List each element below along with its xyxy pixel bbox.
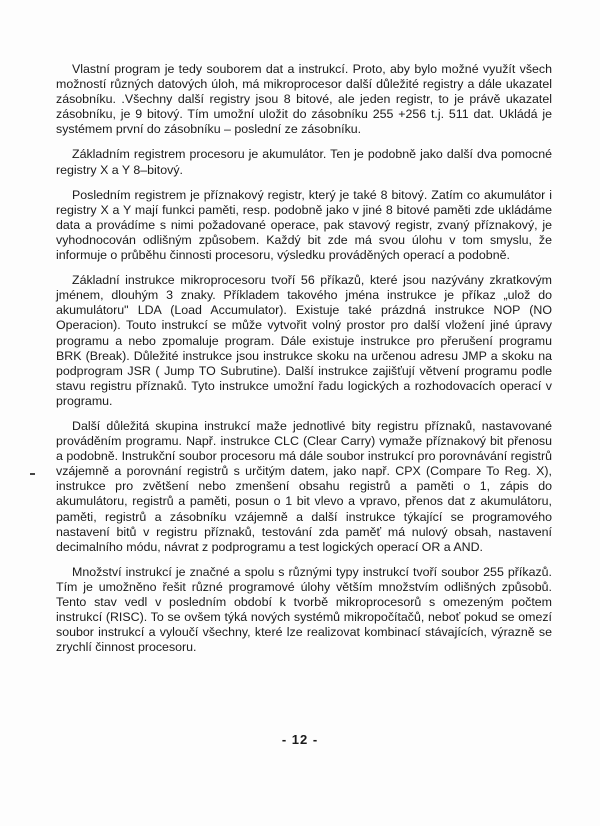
margin-mark: [30, 473, 35, 475]
page-number: - 12 -: [281, 732, 319, 747]
paragraph-stack-pointer: Vlastní program je tedy souborem dat a instrukcí. Proto, aby bylo možné využít všech možností různých datových úloh, má mikroprocesor další důležité registry a dále ukazatel zásobníku. .Všechny další registry jsou 8 bitové, ale jeden registr, to je právě ukazatel zásobníku, je 9 bitový. Tím umožní uložit do zásobníku 255 +256 t.j. 511 dat. Ukládá je systémem první do zásobníku – poslední ze zásobníku.: [56, 62, 552, 137]
paragraph-instruction-count: Množství instrukcí je značné a spolu s různými typy instrukcí tvoří soubor 255 příkazů. Tím je umožněno řešit různé programové úlohy větším množstvím odlišných způsobů. Tento stav vedl v posledním období k tvorbě mikroprocesorů s omezeným počtem instrukcí (RISC). To se ovšem týká nových systémů mikropočítačů, neboť pokud se omezí soubor instrukcí a vyloučí všechny, které lze realizovat kombinací stávajících, výrazně se zrychlí činnost procesoru.: [56, 564, 552, 655]
paragraph-flag-register: Posledním registrem je příznakový registr, který je také 8 bitový. Zatím co akumulátor i registry X a Y mají funkci paměti, resp. podobně jako v jiné 8 bitové paměti zde ukládáme data a provádíme s nimi požadované operace, pak stavový registr, zvaný příznakový, je vyhodnocován odlišným způsobem. Každý bit zde má svou úlohu v tom smyslu, že informuje o průběhu činnosti procesoru, výsledku prováděných operací a podobně.: [56, 187, 552, 263]
paragraph-accumulator: Základním registrem procesoru je akumulátor. Ten je podobně jako další dva pomocné registry X a Y 8–bitový.: [56, 147, 552, 177]
paragraph-flag-instructions: Další důležitá skupina instrukcí maže jednotlivé bity registru příznaků, nastavované prováděním programu. Např. instrukce CLC (Clear Carry) vymaže příznakový bit přenosu a podobně. Instrukční soubor procesoru má dále soubor instrukcí pro porovnávání registrů vzájemně a porovnání registrů s určitým datem, jako např. CPX (Compare To Reg. X), instrukce pro zvětšení nebo zmenšení obsahu registrů a paměti o 1, zápis do akumulátoru, registrů a paměti, posun o 1 bit vlevo a vpravo, přenos dat z akumulátoru, paměti, registrů a zásobníku vzájemně a další instrukce týkající se programového nastavení bitů v registru příznaků, testování zda paměť má nulový obsah, nastavení decimalního módu, návrat z podprogramu a test logických operací OR a AND.: [56, 418, 552, 554]
paragraph-basic-instructions: Základní instrukce mikroprocesoru tvoří 56 příkazů, které jsou nazývány zkratkovým jménem, dlouhým 3 znaky. Příkladem takového jména instrukce je příkaz „ulož do akumulátoru" LDA (Load Accumulator). Existuje také prázdná instrukce NOP (NO Operacion). Touto instrukcí se může vytvořit volný prostor pro další vložení jiné úpravy programu a nebo zpomaluje program. Dále existuje instrukce pro přerušení programu BRK (Break). Důležité instrukce jsou instrukce skoku na určenou adresu JMP a skoku na podprogram JSR ( Jump TO Subrutine). Další instrukce zajišťují větvení programu podle stavu registru příznaků. Tyto instrukce umožní řadu logických a rozhodovacích operací v programu.: [56, 273, 552, 408]
body-text: [56, 62, 552, 665]
